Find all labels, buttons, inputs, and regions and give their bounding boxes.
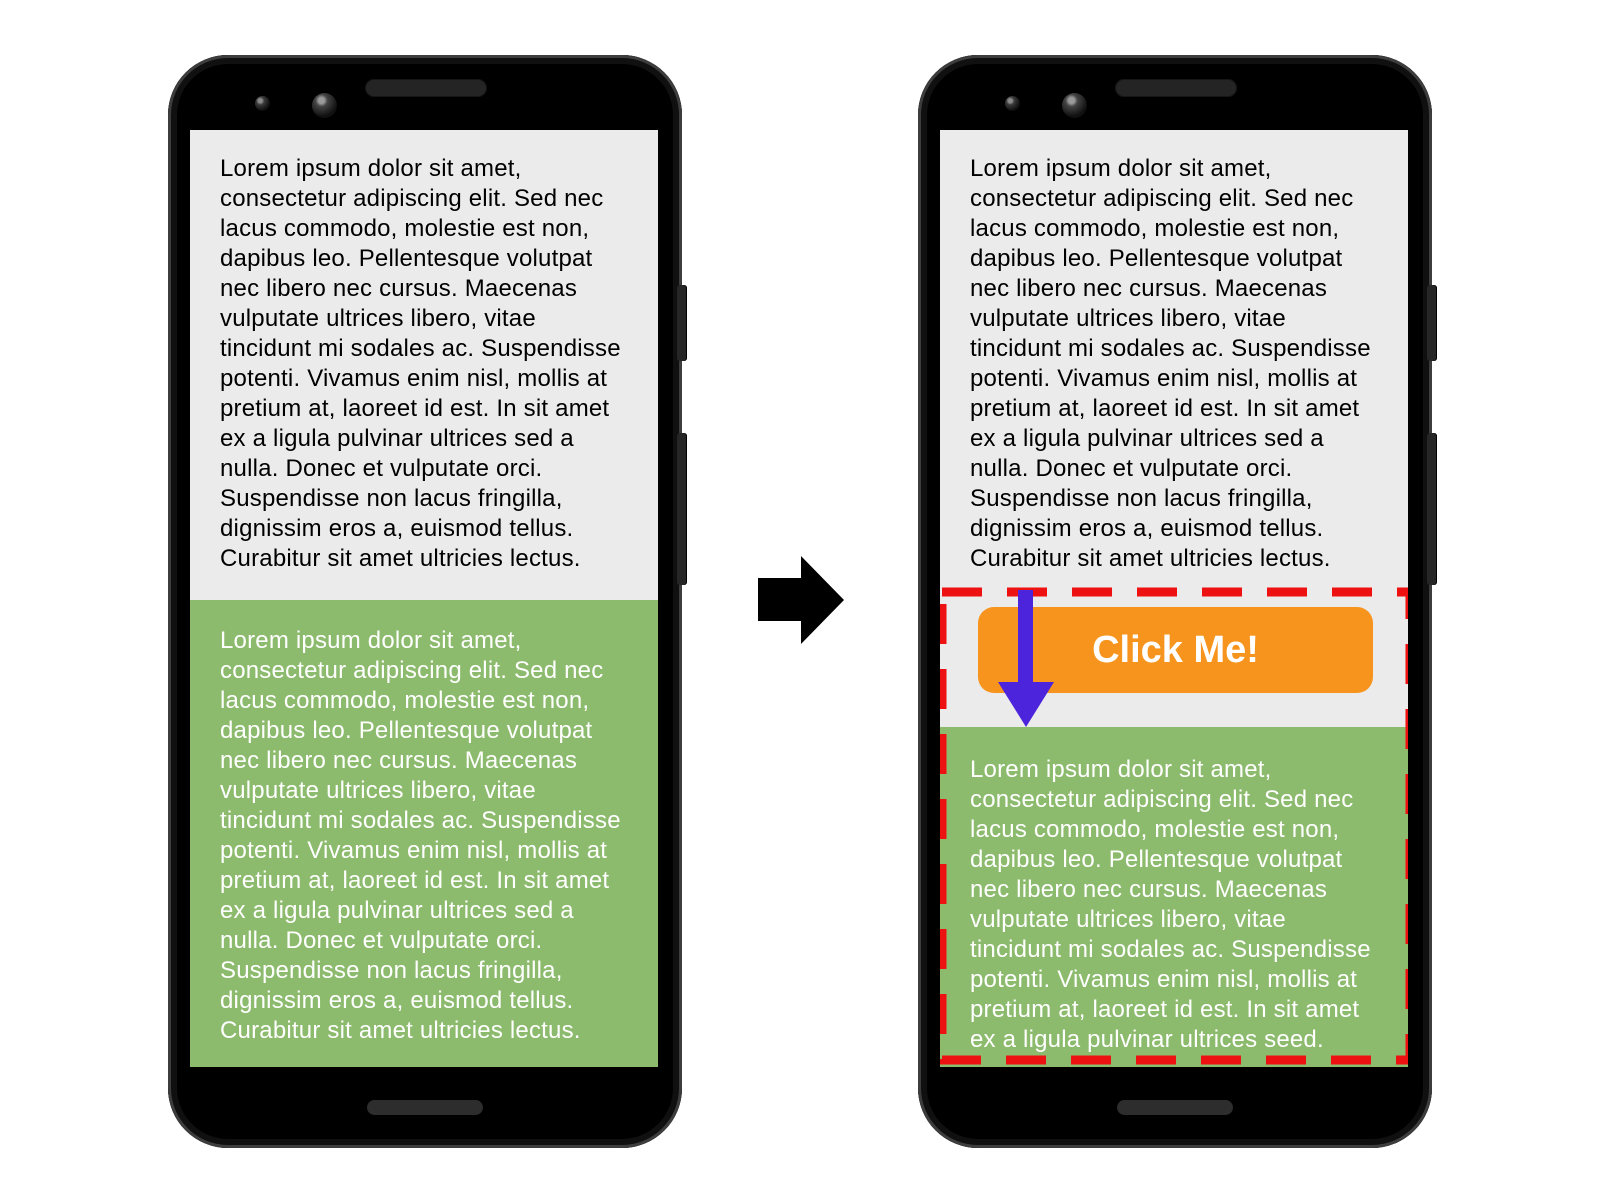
text-line: dapibus leo. Pellentesque volutpat: [970, 245, 1343, 272]
text-line: consectetur adipiscing elit. Sed nec: [220, 657, 604, 684]
text-line: Lorem ipsum dolor sit amet,: [220, 155, 522, 182]
green-text-section: [190, 600, 658, 1067]
text-line: nulla. Donec et vulputate orci.: [220, 927, 543, 954]
tap-down-arrow-icon: [995, 590, 1057, 728]
home-indicator: [1117, 1100, 1233, 1115]
text-line: consectetur adipiscing elit. Sed nec: [970, 185, 1354, 212]
text-line: Curabitur sit amet ultricies lectus.: [220, 545, 581, 572]
text-line: lacus commodo, molestie est non,: [970, 215, 1340, 242]
power-button: [1427, 285, 1437, 361]
text-line: consectetur adipiscing elit. Sed nec: [970, 786, 1354, 813]
text-line: Suspendisse non lacus fringilla,: [970, 485, 1313, 512]
text-line: Lorem ipsum dolor sit amet,: [970, 756, 1272, 783]
power-button: [677, 285, 687, 361]
text-line: tincidunt mi sodales ac. Suspendisse: [970, 936, 1371, 963]
speaker-grille: [1115, 79, 1237, 97]
text-line: consectetur adipiscing elit. Sed nec: [220, 185, 604, 212]
text-line: dapibus leo. Pellentesque volutpat: [970, 846, 1343, 873]
text-line: ex a ligula pulvinar ultrices sed a: [220, 425, 574, 452]
camera-dot-small: [1005, 96, 1020, 111]
text-line: lacus commodo, molestie est non,: [220, 687, 590, 714]
click-me-button[interactable]: Click Me!: [978, 607, 1373, 693]
gray-text-section: [190, 130, 658, 600]
text-line: Curabitur sit amet ultricies lectus.: [970, 545, 1331, 572]
text-line: nec libero nec cursus. Maecenas: [970, 275, 1328, 302]
text-line: pretium at, laoreet id est. In sit amet: [220, 395, 610, 422]
text-line: pretium at, laoreet id est. In sit amet: [220, 867, 610, 894]
text-line: Suspendisse non lacus fringilla,: [220, 957, 563, 984]
text-line: ex a ligula pulvinar ultrices seed.: [970, 1026, 1324, 1053]
phone-mockup-after: [918, 55, 1432, 1148]
text-line: vulputate ultrices libero, vitae: [970, 305, 1286, 332]
text-line: dapibus leo. Pellentesque volutpat: [220, 717, 593, 744]
text-line: dignissim eros a, euismod tellus.: [970, 515, 1324, 542]
text-line: vulputate ultrices libero, vitae: [220, 305, 536, 332]
phone-screen-before: [190, 130, 658, 1067]
text-line: nec libero nec cursus. Maecenas: [220, 275, 578, 302]
camera-dot-large: [1062, 93, 1087, 118]
text-line: nec libero nec cursus. Maecenas: [970, 876, 1328, 903]
text-line: tincidunt mi sodales ac. Suspendisse: [970, 335, 1371, 362]
text-line: potenti. Vivamus enim nisl, mollis at: [970, 966, 1358, 993]
text-line: potenti. Vivamus enim nisl, mollis at: [970, 365, 1358, 392]
text-line: vulputate ultrices libero, vitae: [970, 906, 1286, 933]
text-line: tincidunt mi sodales ac. Suspendisse: [220, 335, 621, 362]
text-line: nulla. Donec et vulputate orci.: [220, 455, 543, 482]
text-line: nec libero nec cursus. Maecenas: [220, 747, 578, 774]
phone-mockup-before: [168, 55, 682, 1148]
text-line: lacus commodo, molestie est non,: [970, 816, 1340, 843]
text-line: tincidunt mi sodales ac. Suspendisse: [220, 807, 621, 834]
text-line: dignissim eros a, euismod tellus.: [220, 515, 574, 542]
text-line: Lorem ipsum dolor sit amet,: [970, 155, 1272, 182]
text-line: nulla. Donec et vulputate orci.: [970, 455, 1293, 482]
lorem-paragraph-gray: [190, 130, 658, 574]
camera-dot-small: [255, 96, 270, 111]
text-line: dapibus leo. Pellentesque volutpat: [220, 245, 593, 272]
phone-screen-after: [940, 130, 1408, 1067]
text-line: dignissim eros a, euismod tellus.: [220, 987, 574, 1014]
volume-button: [1427, 433, 1437, 585]
transition-arrow-icon: [755, 553, 850, 648]
volume-button: [677, 433, 687, 585]
text-line: Curabitur sit amet ultricies lectus.: [220, 1017, 581, 1044]
speaker-grille: [365, 79, 487, 97]
home-indicator: [367, 1100, 483, 1115]
text-line: pretium at, laoreet id est. In sit amet: [970, 395, 1360, 422]
text-line: potenti. Vivamus enim nisl, mollis at: [220, 837, 608, 864]
text-line: vulputate ultrices libero, vitae: [220, 777, 536, 804]
text-line: Lorem ipsum dolor sit amet,: [220, 627, 522, 654]
text-line: lacus commodo, molestie est non,: [220, 215, 590, 242]
text-line: Suspendisse non lacus fringilla,: [220, 485, 563, 512]
text-line: pretium at, laoreet id est. In sit amet: [970, 996, 1360, 1023]
lorem-paragraph-green: [190, 600, 658, 1046]
text-line: potenti. Vivamus enim nisl, mollis at: [220, 365, 608, 392]
lorem-paragraph-gray: [940, 130, 1408, 574]
camera-dot-large: [312, 93, 337, 118]
text-line: ex a ligula pulvinar ultrices sed a: [970, 425, 1324, 452]
text-line: ex a ligula pulvinar ultrices sed a: [220, 897, 574, 924]
